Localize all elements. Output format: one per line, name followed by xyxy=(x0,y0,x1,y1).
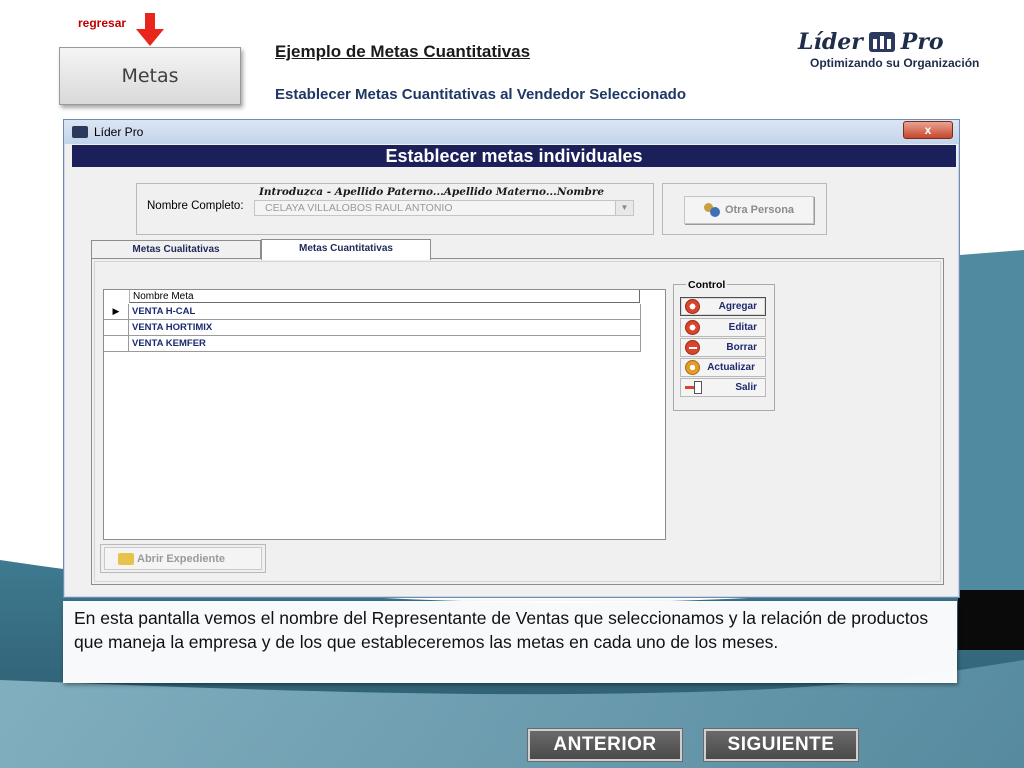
anterior-button[interactable]: ANTERIOR xyxy=(528,729,682,761)
actualizar-label: Actualizar xyxy=(707,362,755,373)
salir-button[interactable] xyxy=(680,378,766,397)
tab-panel-inner xyxy=(94,261,941,582)
logo-building-icon xyxy=(869,32,895,52)
app-window xyxy=(63,119,960,598)
agregar-button[interactable] xyxy=(680,297,766,316)
metas-grid[interactable] xyxy=(103,289,666,540)
edit-icon xyxy=(685,320,700,335)
tab-metas-cuantitativas[interactable]: Metas Cuantitativas xyxy=(261,239,431,260)
abrir-expediente-button[interactable] xyxy=(104,547,262,570)
name-select-value: CELAYA VILLALOBOS RAUL ANTONIO xyxy=(265,202,453,214)
table-row[interactable] xyxy=(104,336,641,352)
actualizar-button[interactable] xyxy=(680,358,766,377)
row-cell: VENTA H-CAL xyxy=(132,306,196,317)
logo-name-right: Pro xyxy=(900,29,944,55)
table-row[interactable] xyxy=(104,320,641,336)
editar-label: Editar xyxy=(728,322,757,333)
otra-persona-group xyxy=(662,183,827,235)
column-header-nombre-meta[interactable]: Nombre Meta xyxy=(129,290,640,303)
agregar-label: Agregar xyxy=(718,301,757,312)
name-label: Nombre Completo: xyxy=(147,200,244,212)
users-icon xyxy=(704,203,722,217)
logo-tagline: Optimizando su Organización xyxy=(810,56,980,70)
table-row[interactable] xyxy=(104,304,641,320)
form-header: Establecer metas individuales xyxy=(72,145,956,167)
refresh-icon xyxy=(685,360,700,375)
control-title: Control xyxy=(688,279,726,291)
otra-persona-label: Otra Persona xyxy=(724,204,795,216)
logo-name-left: Líder xyxy=(798,29,863,55)
row-selector xyxy=(104,320,129,335)
siguiente-button[interactable]: SIGUIENTE xyxy=(704,729,858,761)
row-cell: VENTA HORTIMIX xyxy=(132,322,213,333)
slide-title: Ejemplo de Metas Cuantitativas xyxy=(275,42,531,61)
caption-text: En esta pantalla vemos el nombre del Representante de Ventas que seleccionamos y la relación de productos que maneja la empresa y de los que estableceremos las metas en cada uno de los meses. xyxy=(63,601,957,683)
down-arrow-icon[interactable] xyxy=(134,13,166,47)
row-selector-marker: ▶ xyxy=(104,304,129,319)
otra-persona-button[interactable] xyxy=(684,196,814,224)
tab-metas-cualitativas[interactable]: Metas Cualitativas xyxy=(91,240,261,258)
salir-label: Salir xyxy=(735,382,757,393)
borrar-label: Borrar xyxy=(726,342,757,353)
app-icon xyxy=(72,126,88,138)
editar-button[interactable] xyxy=(680,318,766,337)
name-select[interactable] xyxy=(254,200,634,216)
close-button[interactable]: x xyxy=(903,121,953,139)
regresar-link[interactable]: regresar xyxy=(78,16,127,30)
chevron-down-icon[interactable]: ▼ xyxy=(615,201,633,215)
exit-icon xyxy=(685,380,700,395)
name-hint: Introduzca - Apellido Paterno...Apellido Materno...Nombre xyxy=(259,186,605,198)
lider-pro-logo xyxy=(798,30,988,76)
slide-subtitle: Establecer Metas Cuantitativas al Vendedor Seleccionado xyxy=(275,86,686,103)
abrir-expediente-label: Abrir Expediente xyxy=(137,552,226,565)
delete-icon xyxy=(685,340,700,355)
borrar-button[interactable] xyxy=(680,338,766,357)
window-titlebar xyxy=(64,120,959,144)
name-group xyxy=(136,183,654,235)
row-selector xyxy=(104,336,129,351)
add-icon xyxy=(685,299,700,314)
metas-button[interactable]: Metas xyxy=(59,47,241,105)
window-title: Líder Pro xyxy=(94,125,144,139)
abrir-expediente-group xyxy=(100,544,266,573)
tab-panel xyxy=(91,258,944,585)
folder-icon xyxy=(118,553,134,565)
control-group xyxy=(673,279,775,411)
row-cell: VENTA KEMFER xyxy=(132,338,206,349)
